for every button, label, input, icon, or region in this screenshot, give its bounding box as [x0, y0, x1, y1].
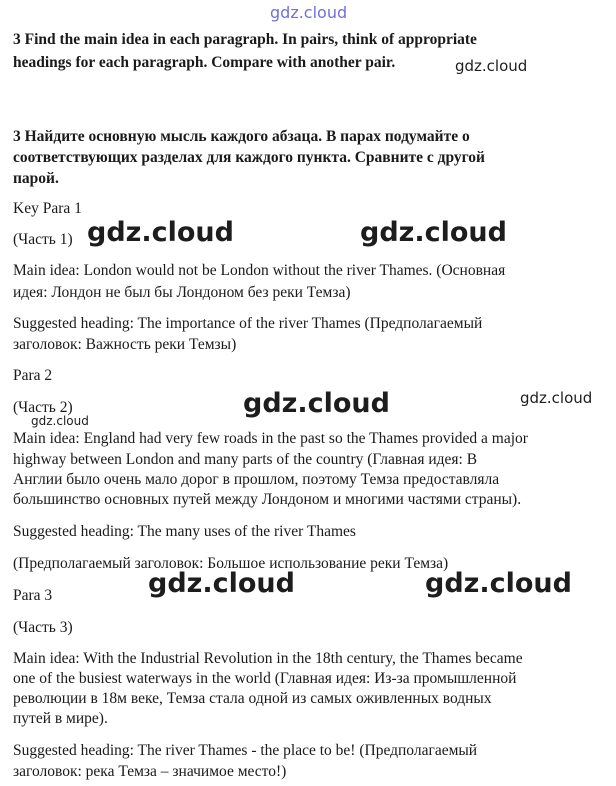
- para-1-main-idea-line-1: Main idea: London would not be London without the river Thames. (Основная: [13, 262, 506, 279]
- para-2-heading-line-2: (Предполагаемый заголовок: Большое использование реки Темза): [13, 555, 449, 572]
- para-2-heading-line-1: Suggested heading: The many uses of the river Thames: [13, 523, 356, 540]
- watermark: gdz.cloud: [455, 57, 528, 75]
- para-3-main-idea-line-2: one of the busiest waterways in the world (Главная идея: Из-за промышленной: [13, 670, 517, 687]
- para-2-main-idea-line-4: большинство основных путей между Лондоном и многими частями страны).: [13, 491, 522, 508]
- para-3-part-label: (Часть 3): [13, 619, 73, 636]
- para-1-heading-line-2: заголовок: Важность реки Темзы): [13, 336, 237, 353]
- para-2-part-label: (Часть 2): [13, 399, 73, 416]
- watermark: gdz.cloud: [31, 414, 89, 428]
- watermark: gdz.cloud: [360, 217, 507, 248]
- para-3-main-idea-line-3: революции в 18м веке, Темза стала одной из самых оживленных водных: [13, 690, 492, 707]
- watermark: gdz.cloud: [425, 568, 572, 599]
- watermark: gdz.cloud: [520, 389, 593, 407]
- watermark: gdz.cloud: [87, 217, 234, 248]
- task-heading-ru-line-2: соответствующих разделах для каждого пункта. Сравните с другой: [13, 149, 485, 166]
- task-heading-en-line-1: 3 Find the main idea in each paragraph. In pairs, think of appropriate: [13, 31, 477, 48]
- para-2-main-idea-line-2: highway between London and many parts of the country (Главная идея: В: [13, 451, 478, 468]
- para-1-main-idea-line-2: идея: Лондон не был бы Лондоном без реки Темза): [13, 284, 351, 301]
- task-heading-en-line-2: headings for each paragraph. Compare with another pair.: [13, 54, 396, 71]
- task-heading-ru-line-1: 3 Найдите основную мысль каждого абзаца. В парах подумайте о: [13, 128, 470, 145]
- watermark: gdz.cloud: [148, 568, 295, 599]
- para-3-label: Para 3: [13, 587, 53, 604]
- para-2-main-idea-line-1: Main idea: England had very few roads in the past so the Thames provided a major: [13, 430, 528, 447]
- para-3-main-idea-line-4: путей в мире).: [13, 710, 108, 727]
- para-3-main-idea-line-1: Main idea: With the Industrial Revolution in the 18th century, the Thames became: [13, 650, 523, 667]
- task-heading-ru-line-3: парой.: [13, 170, 59, 187]
- watermark-top: gdz.cloud: [270, 3, 348, 22]
- para-3-heading-line-1: Suggested heading: The river Thames - the place to be! (Предполагаемый: [13, 742, 478, 759]
- para-1-part-label: (Часть 1): [13, 231, 73, 248]
- para-1-heading-line-1: Suggested heading: The importance of the river Thames (Предполагаемый: [13, 315, 483, 332]
- para-2-main-idea-line-3: Англии было очень мало дорог в прошлом, поэтому Темза предоставляла: [13, 471, 500, 488]
- para-1-label: Key Para 1: [13, 200, 82, 217]
- para-3-heading-line-2: заголовок: река Темза – значимое место!): [13, 763, 287, 780]
- para-2-label: Para 2: [13, 367, 53, 384]
- watermark: gdz.cloud: [243, 388, 390, 419]
